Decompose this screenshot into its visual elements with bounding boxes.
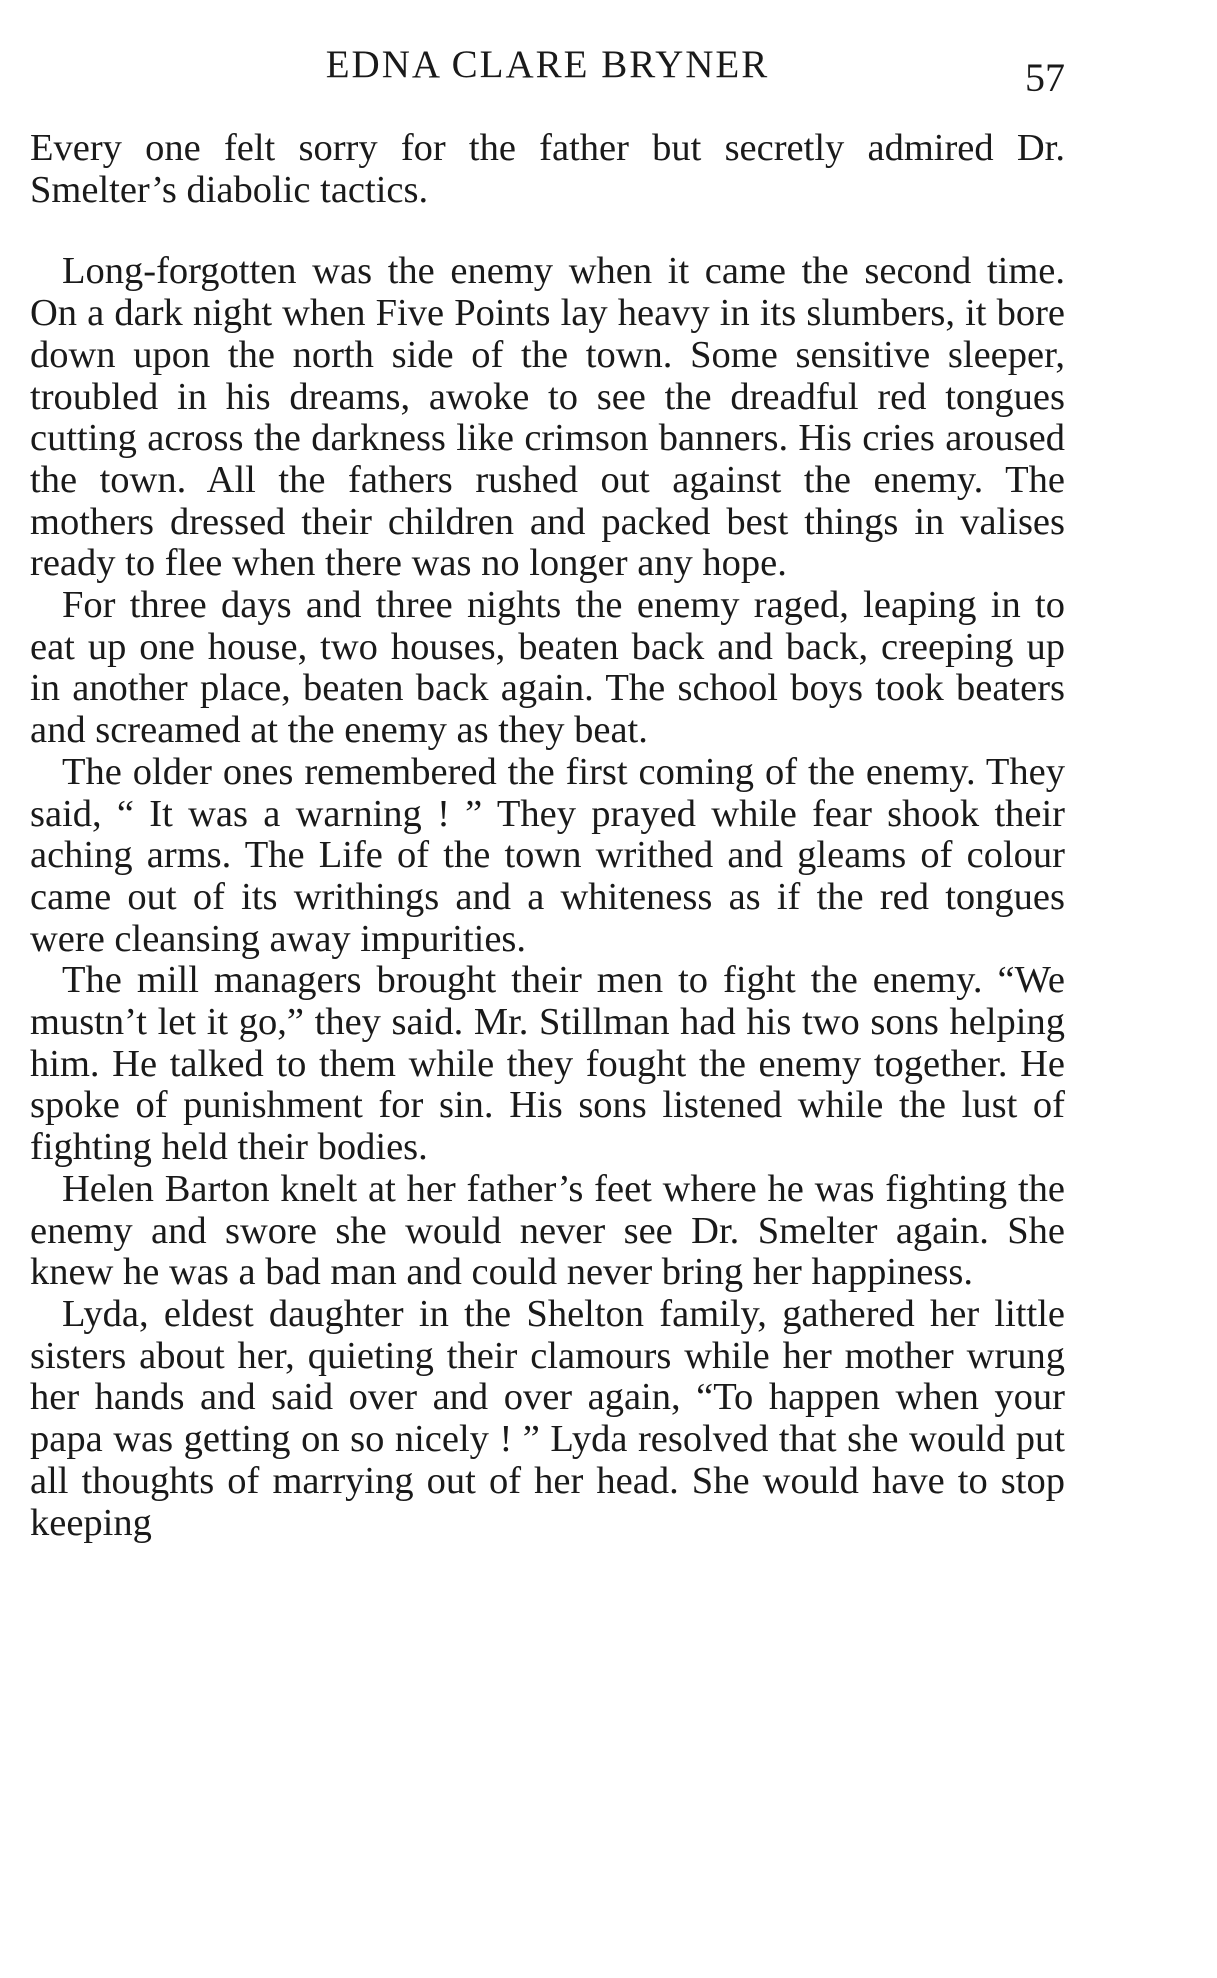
- paragraph: Lyda, eldest daughter in the Shelton family, gathered her little sisters about her, quieting their clamours while her mother wrung her hands and said over and over again, “To happen when your papa was getting on so nicely ! ” Lyda resolved that she would put all thoughts of marrying out of her head. She would have to stop keeping: [30, 1292, 1065, 1544]
- running-head: [30, 42, 1065, 100]
- paragraph: For three days and three nights the enemy raged, leaping in to eat up one house, two houses, beaten back and back, creeping up in another place, beaten back again. The school boys took beaters and screamed at the enemy as they beat.: [30, 584, 1065, 752]
- paragraph: Long-forgotten was the enemy when it came the second time. On a dark night when Five Points lay heavy in its slumbers, it bore down upon the north side of the town. Some sensitive sleeper, troubled in his dreams, awoke to see the dreadful red tongues cutting across the darkness like crimson banners. His cries aroused the town. All the fathers rushed out against the enemy. The mothers dressed their children and packed best things in valises ready to flee when there was no longer any hope.: [30, 250, 1065, 585]
- running-title: EDNA CLARE BRYNER: [325, 43, 770, 86]
- paragraph: The older ones remembered the first coming of the enemy. They said, “ It was a warning ! ” They prayed while fear shook their aching arms. The Life of the town writhed and gleams of colour came out of its writhings and a whiteness as if the red tongues were cleansing away impurities.: [30, 750, 1065, 960]
- body-text: [30, 128, 1065, 1544]
- page-number: 57: [1025, 55, 1065, 100]
- paragraph: Helen Barton knelt at her father’s feet where he was fighting the enemy and swore she would never see Dr. Smelter again. She knew he was a bad man and could never bring her happiness.: [30, 1167, 1065, 1294]
- paragraph: Every one felt sorry for the father but secretly admired Dr. Smelter’s diabolic tactics.: [30, 127, 1065, 211]
- paragraph: The mill managers brought their men to fight the enemy. “We mustn’t let it go,” they said. Mr. Stillman had his two sons helping him. He talked to them while they fought the enemy together. He spoke of punishment for sin. His sons listened while the lust of fighting held their bodies.: [30, 959, 1065, 1169]
- paragraph-gap: [30, 211, 1065, 251]
